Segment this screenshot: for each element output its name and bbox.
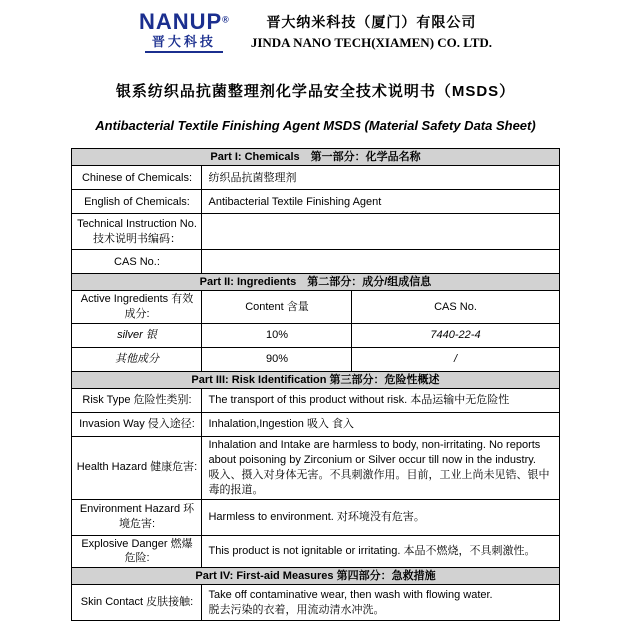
- logo-underline-decoration: [145, 51, 223, 53]
- logo-subtitle: 晋大科技: [151, 34, 216, 50]
- ingredients-column-header-row: [72, 291, 559, 324]
- technical-instruction-no-value: [202, 214, 559, 250]
- document-title-english: Antibacterial Textile Finishing Agent MSDS (Material Safety Data Sheet): [95, 118, 536, 134]
- english-of-chemicals-value: Antibacterial Textile Finishing Agent: [202, 190, 559, 214]
- registered-trademark-icon: ®: [222, 14, 229, 25]
- part3-header-row: [72, 372, 559, 389]
- company-name-english: JINDA NANO TECH(XIAMEN) CO. LTD.: [250, 35, 493, 50]
- technical-instruction-no-label-cn: 技术说明书编码：: [92, 232, 181, 245]
- content-column-header: Content 含量: [202, 291, 352, 324]
- part1-header-row: [72, 149, 559, 166]
- health-hazard-value: [202, 437, 559, 499]
- company-logo: [139, 10, 229, 53]
- company-name-block: [251, 10, 492, 51]
- invasion-way-label: Invasion Way 侵入途径:: [72, 413, 202, 437]
- ingredient-content: 90%: [202, 348, 352, 372]
- table-row: [72, 389, 559, 413]
- chinese-of-chemicals-value: 纺织品抗菌整理剂: [202, 166, 559, 190]
- chinese-of-chemicals-label: Chinese of Chemicals:: [72, 166, 202, 190]
- document-title-chinese: 银系纺织品抗菌整理剂化学品安全技术说明书（MSDS）: [115, 83, 516, 101]
- logo-wordmark: [139, 10, 229, 34]
- cas-column-header: CAS No.: [352, 291, 559, 324]
- ingredient-row: [72, 324, 559, 348]
- explosive-danger-label: Explosive Danger 燃爆危险:: [72, 535, 202, 568]
- table-row: [72, 214, 559, 250]
- skin-contact-value-chinese: 脱去污染的衣着，用流动清水冲洗。: [208, 603, 385, 616]
- environment-hazard-label: Environment Hazard 环境危害:: [72, 499, 202, 535]
- skin-contact-label: Skin Contact 皮肤接触:: [72, 585, 202, 621]
- ingredient-name: silver 银: [72, 324, 202, 348]
- skin-contact-value: [202, 585, 559, 621]
- risk-type-value: The transport of this product without risk. 本品运输中无危险性: [202, 389, 559, 413]
- ingredient-cas: /: [352, 348, 559, 372]
- document-header: [0, 0, 631, 53]
- health-hazard-value-chinese: 吸入、摄入对身体无害。不具刺激作用。目前，工业上尚未见锆、银中毒的报道。: [208, 468, 550, 496]
- table-row: [72, 585, 559, 621]
- ingredient-name: 其他成分: [72, 348, 202, 372]
- part4-header: Part IV: First-aid Measures 第四部分：急救措施: [72, 568, 559, 585]
- table-row: [72, 535, 559, 568]
- table-row: [72, 190, 559, 214]
- health-hazard-label: Health Hazard 健康危害:: [72, 437, 202, 499]
- part4-header-row: [72, 568, 559, 585]
- msds-table: [71, 148, 559, 621]
- table-row: [72, 250, 559, 274]
- part2-header: Part II: Ingredients 第二部分：成分/组成信息: [72, 274, 559, 291]
- company-name-chinese: 晋大纳米科技（厦门）有限公司: [266, 16, 477, 31]
- ingredient-row: [72, 348, 559, 372]
- part1-header: Part I: Chemicals 第一部分：化学品名称: [72, 149, 559, 166]
- technical-instruction-no-label-en: Technical Instruction No.: [77, 218, 197, 231]
- technical-instruction-no-label: [72, 214, 202, 250]
- logo-name-text: NANUP: [138, 9, 223, 34]
- cas-no-value: [202, 250, 559, 274]
- explosive-danger-value: This product is not ignitable or irritating. 本品不燃烧，不具刺激性。: [202, 535, 559, 568]
- health-hazard-value-english: Inhalation and Intake are harmless to body, non-irritating. No reports about poisoning by Zirconium or Silver occur till now in the industry.: [208, 439, 541, 467]
- table-row: [72, 499, 559, 535]
- part3-header: Part III: Risk Identification 第三部分：危险性概述: [72, 372, 559, 389]
- table-row: [72, 166, 559, 190]
- invasion-way-value: Inhalation,Ingestion 吸入 食入: [202, 413, 559, 437]
- table-row: [72, 437, 559, 499]
- part2-header-row: [72, 274, 559, 291]
- risk-type-label: Risk Type 危险性类别:: [72, 389, 202, 413]
- table-row: [72, 413, 559, 437]
- english-of-chemicals-label: English of Chemicals:: [72, 190, 202, 214]
- active-ingredients-column-header: Active Ingredients 有效成分:: [72, 291, 202, 324]
- environment-hazard-value: Harmless to environment. 对环境没有危害。: [202, 499, 559, 535]
- skin-contact-value-english: Take off contaminative wear, then wash with flowing water.: [208, 588, 493, 601]
- ingredient-content: 10%: [202, 324, 352, 348]
- cas-no-label: CAS No.:: [72, 250, 202, 274]
- ingredient-cas: 7440-22-4: [352, 324, 559, 348]
